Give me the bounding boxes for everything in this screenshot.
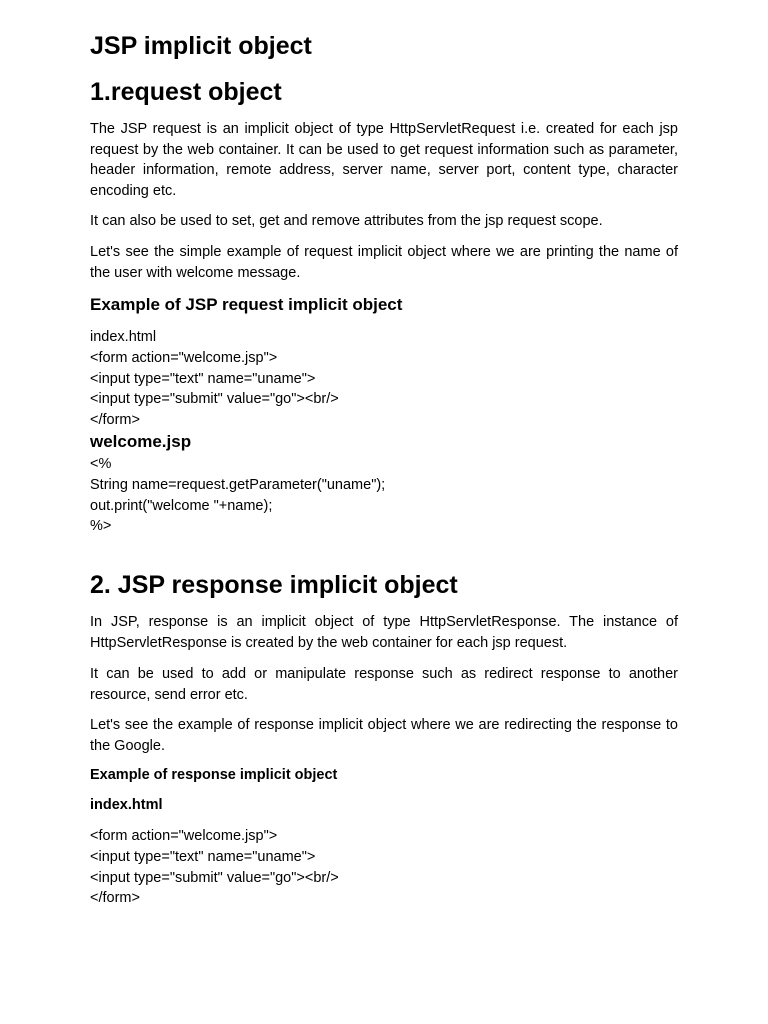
welcome-jsp-heading: welcome.jsp <box>90 432 192 451</box>
section-2-heading: 2. JSP response implicit object <box>90 571 458 599</box>
code-line: <input type="submit" value="go"><br/> <box>90 391 339 408</box>
code-line: <input type="text" name="uname"> <box>90 370 316 387</box>
code-line: %> <box>90 518 112 535</box>
section-1-example-heading: Example of JSP request implicit object <box>90 295 403 314</box>
code-line: <form action="welcome.jsp"> <box>90 349 278 366</box>
section-1-paragraph-3: Let's see the simple example of request implicit object where we are printing the name of the user with welcome message. <box>90 244 678 281</box>
section-2-index-code <box>90 826 339 909</box>
section-2-paragraph-3: Let's see the example of response implicit object where we are redirecting the response to the Google. <box>90 717 678 754</box>
page-title: JSP implicit object <box>90 32 312 60</box>
code-line: <input type="submit" value="go"><br/> <box>90 869 339 886</box>
code-line: index.html <box>90 329 157 345</box>
code-line: out.print("welcome "+name); <box>90 497 273 514</box>
section-1-index-code <box>90 327 339 431</box>
code-line: </form> <box>90 412 140 428</box>
code-line: <input type="text" name="uname"> <box>90 848 316 865</box>
code-line: <form action="welcome.jsp"> <box>90 828 278 844</box>
code-line: </form> <box>90 890 140 907</box>
section-1-paragraph-2: It can also be used to set, get and remove attributes from the jsp request scope. <box>90 213 603 229</box>
section-1-heading: 1.request object <box>90 78 282 106</box>
code-line: <% <box>90 456 112 472</box>
section-2-paragraph-2: It can be used to add or manipulate response such as redirect response to another resource, send error etc. <box>90 666 678 703</box>
section-2-example-heading: Example of response implicit object <box>90 767 338 783</box>
code-line: String name=request.getParameter("uname"); <box>90 476 386 493</box>
section-2-index-heading: index.html <box>90 797 163 813</box>
section-2-paragraph-1: In JSP, response is an implicit object of type HttpServletResponse. The instance of HttpServletResponse is created by the web container for each jsp request. <box>90 614 678 651</box>
welcome-jsp-code <box>90 454 385 537</box>
section-1-paragraph-1: The JSP request is an implicit object of type HttpServletRequest i.e. created for each jsp request by the web container. It can be used to get request information such as parameter, header information, remote address, server name, server port, content type, character encoding etc. <box>90 121 678 199</box>
